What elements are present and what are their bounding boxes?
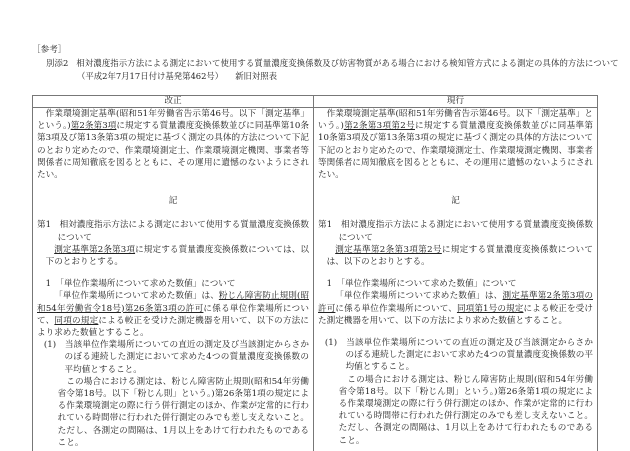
current-column bbox=[314, 108, 598, 451]
revised-ki-heading: 記 bbox=[37, 195, 309, 207]
current-section1-body: 測定基準第2条第3項第2号に規定する質量濃度変換係数については、以下のとおりとする。 bbox=[318, 244, 593, 268]
current-intro-amended: 第2条第3項第2号 bbox=[344, 121, 415, 131]
notice-number: （平成2年7月17日付け基発第462号） bbox=[77, 71, 223, 81]
column-header-current: 現行 bbox=[314, 96, 598, 108]
table-name: 新旧対照表 bbox=[235, 71, 277, 81]
revised-column bbox=[33, 108, 314, 451]
comparison-table bbox=[32, 95, 598, 451]
current-section1-title: 第1 相対濃度指示方法による測定において使用する質量濃度変換係数について bbox=[318, 219, 593, 243]
reference-label: ［参考］ bbox=[32, 44, 66, 56]
revised-section1-title: 第1 相対濃度指示方法による測定において使用する質量濃度変換係数について bbox=[37, 219, 309, 243]
revised-intro: 作業環境測定基準(昭和51年労働省告示第46号。以下「測定基準」という。)第2条第3項に規定する質量濃度変換係数並びに同基準第10条第3項及び第13条第3項の規定に基づく測定の具体的方法について下記のとおり定めたので、作業環境測定士、作業環境測定機関、事業者等関係者に周知徹底を図るとともに、その運用に遺憾のないようにされたい。 bbox=[37, 108, 309, 181]
current-item1-body: 「単位作業場所について求めた数値」は、測定基準第2条第3項の許可に係る単位作業場所について、同項第1号の規定による較正を受けた測定機器を用いて、以下の方法により求めた数値とすること。 bbox=[318, 290, 593, 327]
attachment-number: 別添2 bbox=[46, 58, 68, 68]
revised-intro-amended: 第2条第3項 bbox=[71, 121, 117, 131]
current-ki-heading: 記 bbox=[318, 195, 593, 207]
current-intro: 作業環境測定基準(昭和51年労働省告示第46号。以下「測定基準」という。)第2条第3項第2号に規定する質量濃度変換係数並びに同基準第10条第3項及び第13条第3項の規定に基づく測定の具体的方法について下記のとおり定めたので、作業環境測定士、作業環境測定機関、事業者等関係者に周知徹底を図るとともに、その運用に遺憾のないようにされたい。 bbox=[318, 108, 593, 181]
revised-sub1-body: この場合における測定は、粉じん障害防止規則(昭和54年労働省令第18号。以下「粉じん則」という。)第26条第1項の規定による作業環境測定の際に行う併行測定のほか、作業が定常的に行われている時間帯に行われた併行測定のみでも差し支えないこと。ただし、各測定の間隔は、1月以上をあけて行われたものであること。 bbox=[37, 376, 309, 449]
current-sub1-title: (1) 当該単位作業場所についての直近の測定及び当該測定からさかのぼる連続した測定において求めた4つの質量濃度変換係数の平均値とすること。 bbox=[318, 337, 593, 374]
title-text: 相対濃度指示方法による測定において使用する質量濃度変換係数及び妨害物質がある場合における検知管方式による測定の具体的方法について bbox=[76, 58, 618, 68]
revised-item1-body: 「単位作業場所について求めた数値」は、粉じん障害防止規則(昭和54年労働省令18号)第26条第3項の許可に係る単位作業場所について、同項の規定による較正を受けた測定機器を用いて、以下の方法により求めた数値とすること。 bbox=[37, 290, 309, 339]
current-sub1-body: この場合における測定は、粉じん障害防止規則(昭和54年労働省令第18号。以下「粉じん則」という。)第26条第1項の規定による作業環境測定の際に行う併行測定のほか、作業が定常的に行われている時間帯に行われた併行測定のみでも差し支えないこと。ただし、各測定の間隔は、1月以上をあけて行われたものであること。 bbox=[318, 374, 593, 447]
revised-sub1-title: (1) 当該単位作業場所についての直近の測定及び当該測定からさかのぼる連続した測定において求めた4つの質量濃度変換係数の平均値とすること。 bbox=[37, 339, 309, 376]
document-subtitle bbox=[77, 70, 277, 82]
column-header-revised: 改正 bbox=[33, 96, 314, 108]
revised-item1-title: 1 「単位作業場所について求めた数値」について bbox=[37, 278, 309, 290]
revised-section1-body: 測定基準第2条第3項に規定する質量濃度変換係数については、以下のとおりとする。 bbox=[37, 244, 309, 268]
current-item1-title: 1 「単位作業場所について求めた数値」について bbox=[318, 278, 593, 290]
document-title bbox=[46, 57, 619, 69]
